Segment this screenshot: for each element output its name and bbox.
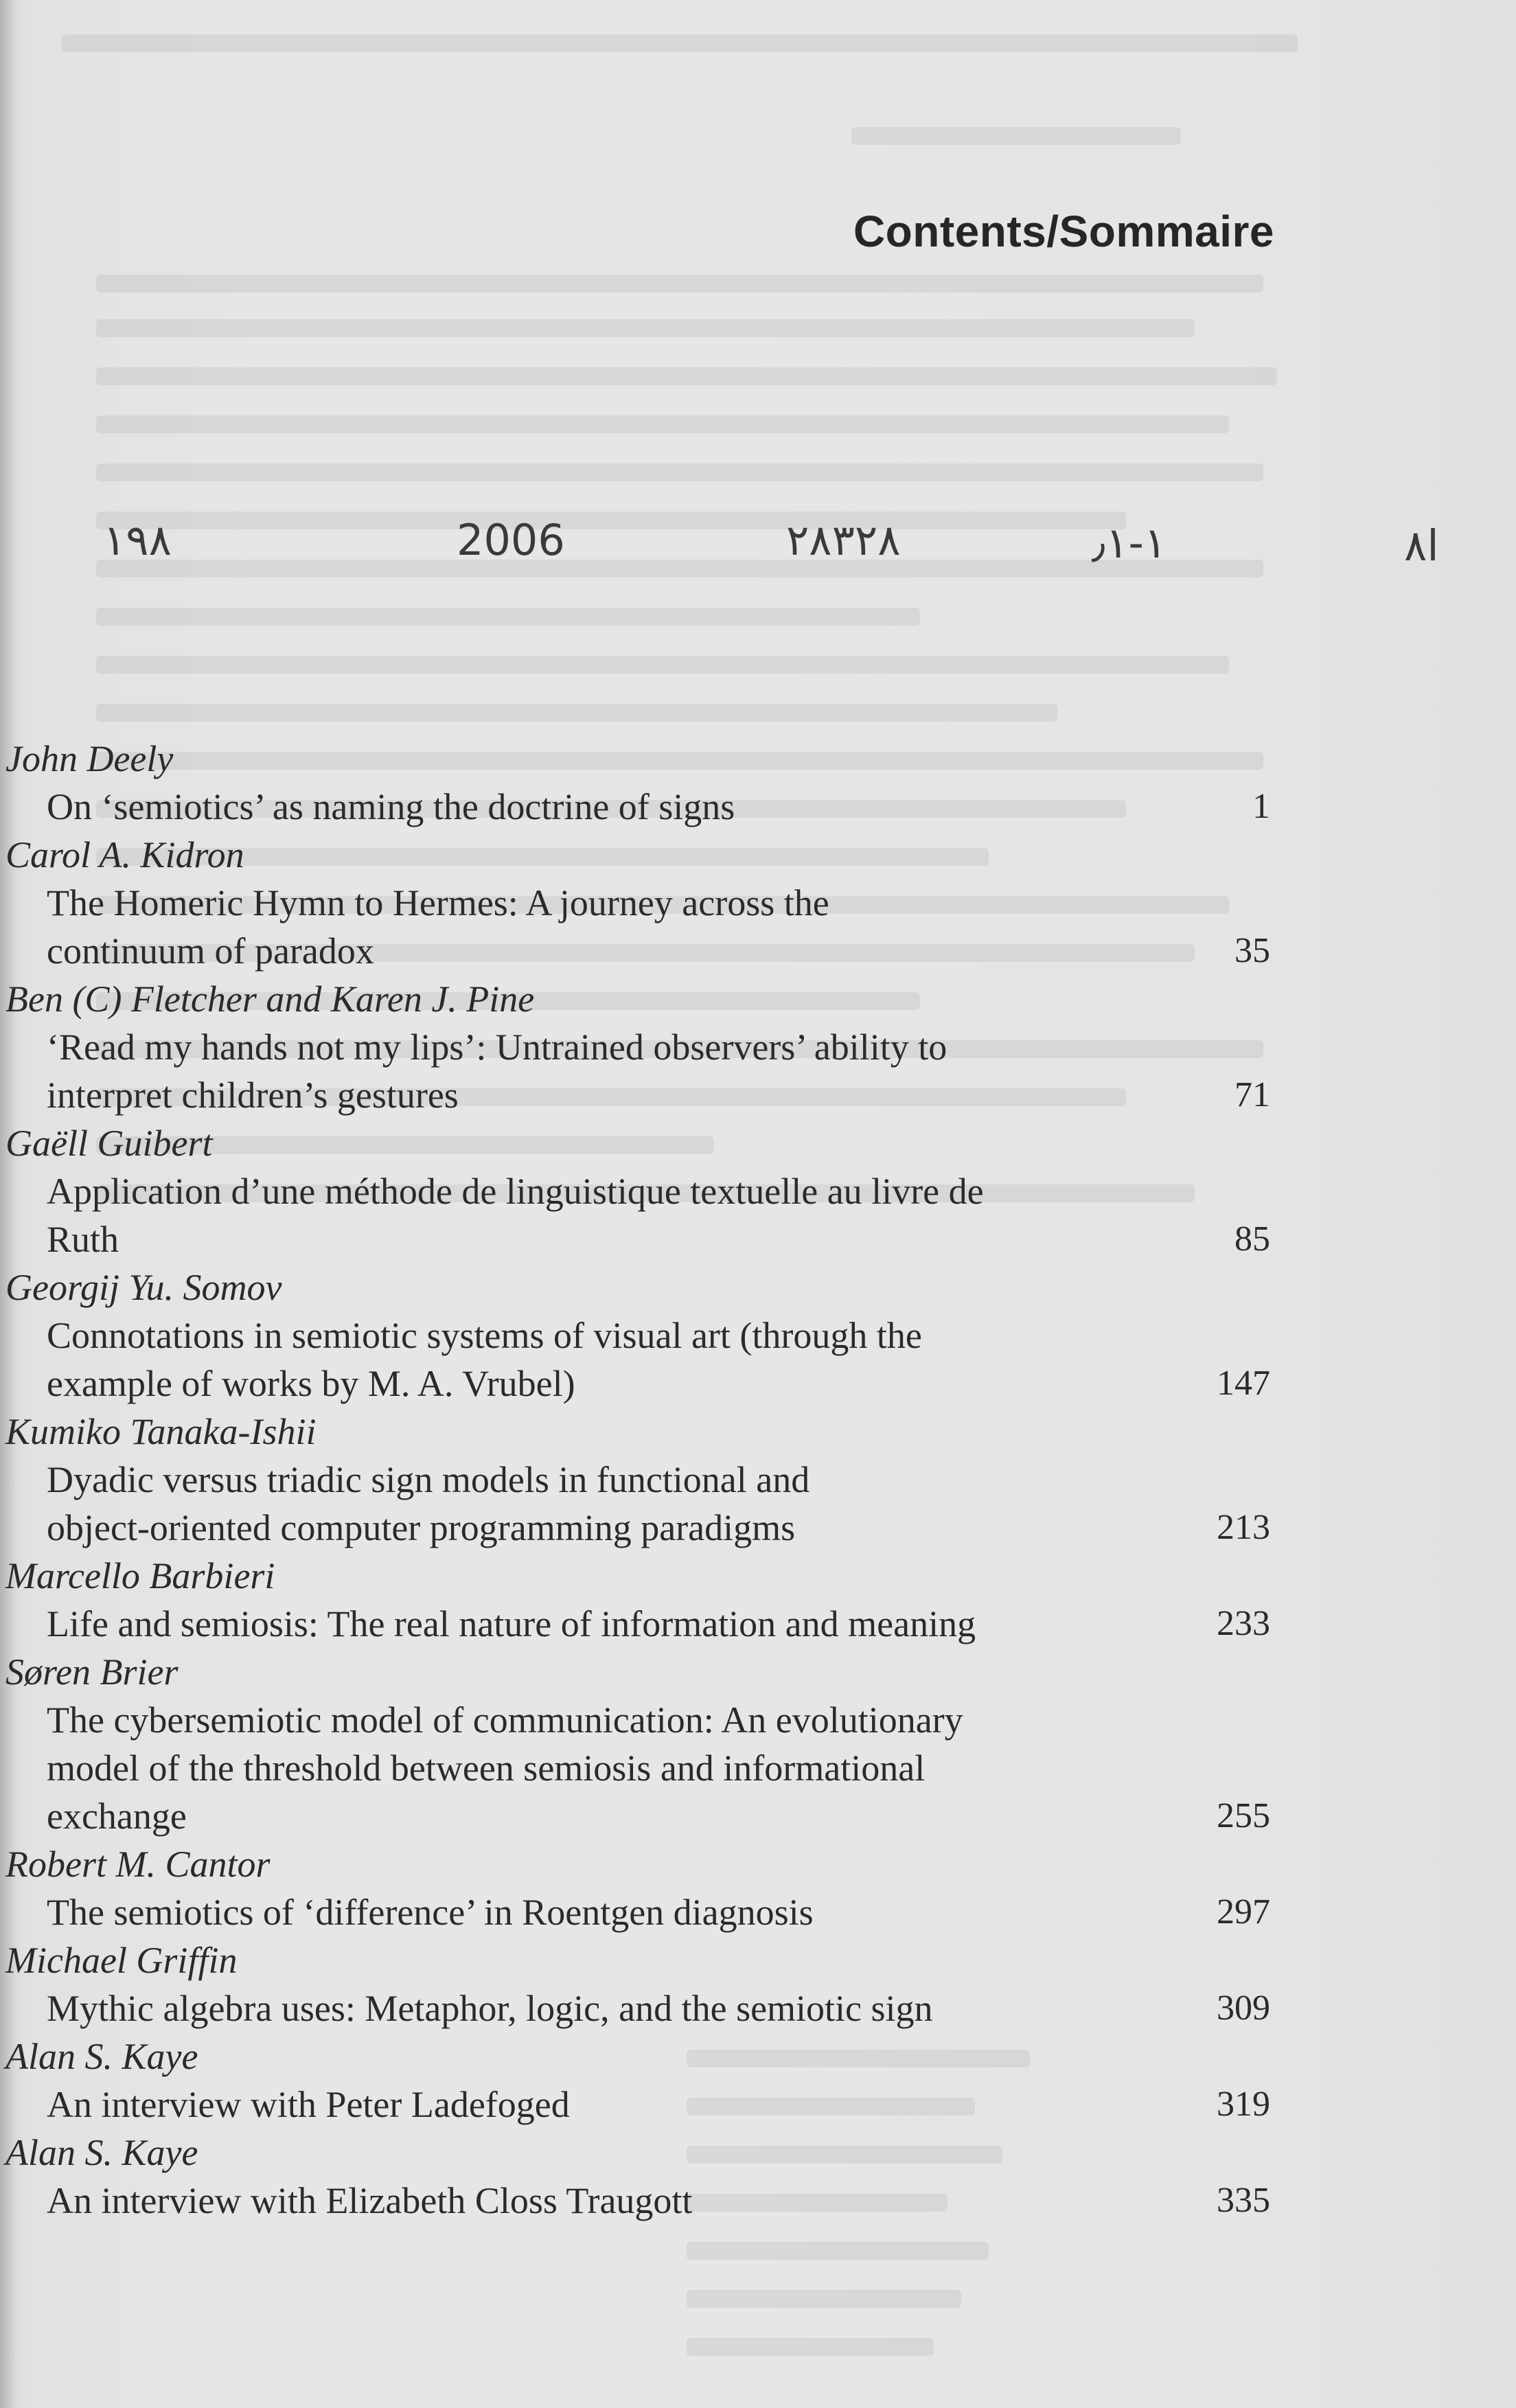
entry-title: Application d’une méthode de linguistique textuelle au livre de Ruth — [47, 1171, 984, 1260]
entry-author: Michael Griffin — [5, 1940, 238, 1981]
entry-page-number: 255 — [1217, 1796, 1270, 1835]
entry-title-row — [0, 1888, 1277, 1936]
entry-author: John Deely — [5, 738, 174, 779]
toc-entry — [0, 1840, 1277, 1936]
handwritten-note-4: ٫۱-۱ — [1092, 518, 1167, 568]
entry-title: Dyadic versus triadic sign models in functional and object-oriented computer programming paradigms — [47, 1459, 810, 1548]
entry-title-row — [0, 2080, 1277, 2129]
toc-entry — [0, 831, 1277, 975]
toc-entry — [0, 2032, 1277, 2129]
entry-title: ‘Read my hands not my lips’: Untrained observers’ ability to interpret children’s gestures — [47, 1027, 948, 1116]
entry-title-row — [0, 783, 1277, 831]
entry-author: Gaëll Guibert — [5, 1123, 213, 1164]
entry-author: Georgij Yu. Somov — [5, 1267, 282, 1308]
handwritten-note-2: 2006 — [457, 515, 565, 565]
toc-entry — [0, 735, 1277, 831]
page-heading: Contents/Sommaire — [853, 207, 1274, 256]
entry-page-number: 233 — [1217, 1604, 1270, 1643]
toc-entry — [0, 1119, 1277, 1263]
entry-page-number: 71 — [1234, 1075, 1270, 1114]
entry-title-row — [0, 1984, 1277, 2032]
entry-page-number: 309 — [1217, 1988, 1270, 2028]
entry-title-row — [0, 1696, 1277, 1840]
entry-title-row — [0, 1600, 1277, 1648]
entry-title: Connotations in semiotic systems of visual art (through the example of works by M. A. Vrubel) — [47, 1315, 922, 1404]
table-of-contents — [0, 735, 1277, 2225]
entry-author: Søren Brier — [5, 1651, 179, 1693]
entry-title-row — [0, 1456, 1277, 1552]
handwritten-note-5: ۸ا — [1404, 520, 1439, 571]
entry-title: Mythic algebra uses: Metaphor, logic, and the semiotic sign — [47, 1988, 933, 2029]
entry-title: The semiotics of ‘difference’ in Roentgen diagnosis — [47, 1892, 814, 1933]
entry-title: An interview with Peter Ladefoged — [47, 2084, 570, 2125]
entry-author: Carol A. Kidron — [5, 834, 244, 875]
toc-entry — [0, 1936, 1277, 2032]
toc-entry — [0, 1263, 1277, 1408]
entry-title: The Homeric Hymn to Hermes: A journey across the continuum of paradox — [47, 882, 829, 972]
entry-page-number: 213 — [1217, 1508, 1270, 1547]
entry-page-number: 147 — [1217, 1364, 1270, 1403]
entry-author: Marcello Barbieri — [5, 1555, 275, 1596]
entry-page-number: 1 — [1252, 787, 1270, 826]
toc-entry — [0, 1648, 1277, 1840]
entry-page-number: 35 — [1234, 931, 1270, 970]
entry-title: Life and semiosis: The real nature of information and meaning — [47, 1603, 976, 1644]
entry-title: The cybersemiotic model of communication: An evolutionary model of the threshold between semiosis and informational exchange — [47, 1699, 963, 1837]
entry-title-row — [0, 2177, 1277, 2225]
entry-title-row — [0, 1311, 1277, 1408]
entry-page-number: 319 — [1217, 2085, 1270, 2124]
handwritten-note-3: ٢۸٣۲۸ — [786, 515, 901, 565]
entry-author: Alan S. Kaye — [5, 2036, 198, 2077]
toc-entry — [0, 975, 1277, 1119]
entry-author: Kumiko Tanaka-Ishii — [5, 1411, 317, 1452]
toc-entry — [0, 1408, 1277, 1552]
toc-entry — [0, 2129, 1277, 2225]
handwritten-note-1: ۱۹۸ — [103, 515, 172, 565]
entry-title-row — [0, 1023, 1277, 1119]
handwritten-notes — [0, 508, 1516, 590]
entry-page-number: 85 — [1234, 1219, 1270, 1259]
entry-author: Ben (C) Fletcher and Karen J. Pine — [5, 978, 535, 1020]
entry-author: Robert M. Cantor — [5, 1844, 271, 1885]
entry-title-row — [0, 1167, 1277, 1263]
entry-page-number: 297 — [1217, 1892, 1270, 1931]
entry-author: Alan S. Kaye — [5, 2132, 198, 2173]
entry-page-number: 335 — [1217, 2181, 1270, 2220]
entry-title: On ‘semiotics’ as naming the doctrine of signs — [47, 786, 735, 827]
entry-title: An interview with Elizabeth Closs Traugott — [47, 2180, 693, 2221]
entry-title-row — [0, 879, 1277, 975]
toc-entry — [0, 1552, 1277, 1648]
